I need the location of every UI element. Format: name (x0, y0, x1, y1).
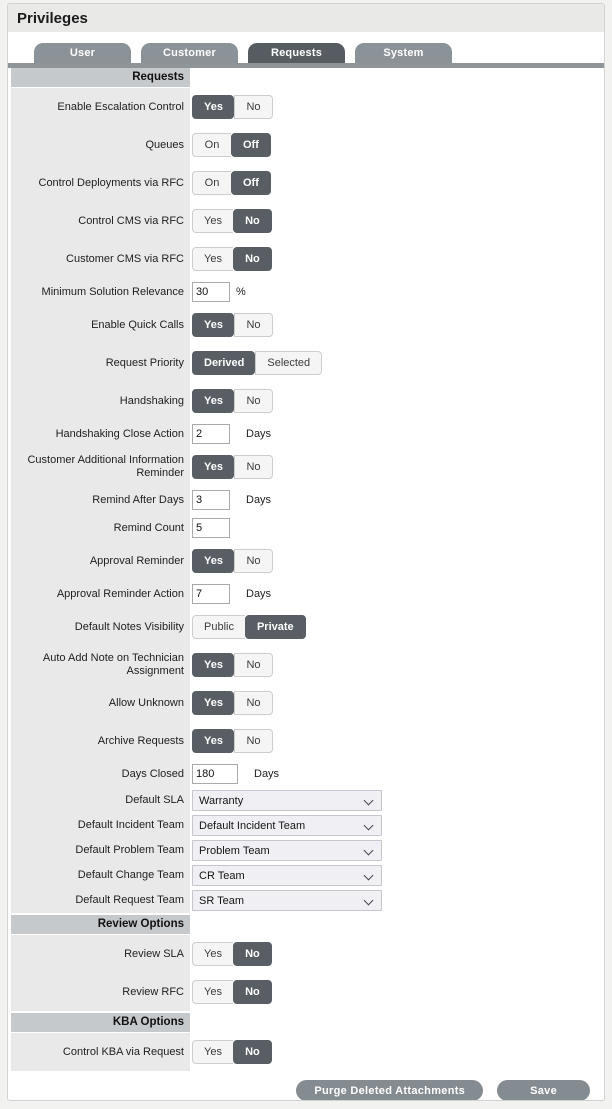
chevron-down-icon (364, 871, 374, 881)
toggle-option-derived[interactable]: Derived (192, 351, 255, 375)
field-label: Enable Quick Calls (11, 306, 190, 344)
field-row-allow-unknown (11, 684, 601, 722)
field-label: Archive Requests (11, 722, 190, 760)
field-label: Default Problem Team (11, 838, 190, 863)
input-minimum-solution-relevance[interactable] (192, 282, 230, 302)
select-value: SR Team (199, 894, 245, 907)
field-label: Auto Add Note on Technician Assignment (11, 646, 190, 684)
save-button[interactable]: Save (497, 1080, 590, 1101)
field-label: Control CMS via RFC (11, 202, 190, 240)
input-suffix: Days (246, 494, 272, 506)
toggle-option-no[interactable]: No (234, 691, 273, 715)
field-label: Request Priority (11, 344, 190, 382)
toggle-option-off[interactable]: Off (231, 171, 271, 195)
toggle-customer-cms-via-rfc (192, 247, 272, 271)
toggle-queues (192, 133, 271, 157)
toggle-option-no[interactable]: No (233, 1040, 272, 1064)
select-default-sla[interactable] (192, 790, 382, 811)
toggle-option-no[interactable]: No (233, 942, 272, 966)
select-default-change-team[interactable] (192, 865, 382, 886)
field-label: Remind After Days (11, 486, 190, 514)
toggle-option-yes[interactable]: Yes (192, 653, 234, 677)
toggle-option-yes[interactable]: Yes (192, 980, 233, 1004)
field-label: Default SLA (11, 788, 190, 813)
field-label: Handshaking (11, 382, 190, 420)
field-row-request-priority (11, 344, 601, 382)
field-label: Remind Count (11, 514, 190, 542)
section-spacer (190, 915, 601, 934)
field-row-review-sla (11, 935, 601, 973)
field-row-enable-quick-calls (11, 306, 601, 344)
field-row-queues (11, 126, 601, 164)
settings-form (8, 68, 604, 1101)
field-label: Control Deployments via RFC (11, 164, 190, 202)
toggle-option-public[interactable]: Public (192, 615, 245, 639)
field-row-approval-reminder (11, 542, 601, 580)
toggle-option-no[interactable]: No (233, 980, 272, 1004)
select-value: Default Incident Team (199, 819, 306, 832)
select-value: Warranty (199, 794, 244, 807)
privileges-panel (7, 3, 605, 1101)
field-label: Handshaking Close Action (11, 420, 190, 448)
toggle-option-no[interactable]: No (233, 247, 272, 271)
toggle-option-no[interactable]: No (234, 313, 273, 337)
field-label: Customer Additional Information Reminder (11, 448, 190, 486)
input-suffix: Days (246, 428, 272, 440)
field-row-control-deployments-via-rfc (11, 164, 601, 202)
field-label: Default Notes Visibility (11, 608, 190, 646)
toggle-review-sla (192, 942, 272, 966)
field-row-customer-additional-information-reminder (11, 448, 601, 486)
toggle-option-no[interactable]: No (234, 653, 273, 677)
toggle-control-deployments-via-rfc (192, 171, 271, 195)
toggle-option-yes[interactable]: Yes (192, 389, 234, 413)
page-title-bar (8, 4, 604, 32)
toggle-handshaking (192, 389, 273, 413)
toggle-option-no[interactable]: No (234, 549, 273, 573)
field-row-handshaking-close-action (11, 420, 601, 448)
input-approval-reminder-action[interactable] (192, 584, 230, 604)
toggle-option-yes[interactable]: Yes (192, 209, 233, 233)
field-row-auto-add-note-on-technician-assignment (11, 646, 601, 684)
input-suffix: Days (246, 588, 272, 600)
toggle-option-on[interactable]: On (192, 133, 231, 157)
toggle-option-no[interactable]: No (234, 455, 273, 479)
field-label: Control KBA via Request (11, 1033, 190, 1071)
field-row-default-incident-team (11, 813, 601, 838)
field-label: Customer CMS via RFC (11, 240, 190, 278)
section-spacer (190, 68, 601, 87)
field-row-review-rfc (11, 973, 601, 1011)
toggle-request-priority (192, 351, 322, 375)
select-value: Problem Team (199, 844, 270, 857)
field-label: Default Request Team (11, 888, 190, 913)
input-suffix: % (236, 286, 246, 298)
input-handshaking-close-action[interactable] (192, 424, 230, 444)
field-row-approval-reminder-action (11, 580, 601, 608)
select-value: CR Team (199, 869, 245, 882)
field-row-default-request-team (11, 888, 601, 913)
tab-requests[interactable]: Requests (248, 43, 345, 63)
page-title: Privileges (17, 9, 88, 27)
field-label: Minimum Solution Relevance (11, 278, 190, 306)
footer-actions (11, 1071, 601, 1101)
field-label: Queues (11, 126, 190, 164)
chevron-down-icon (364, 896, 374, 906)
field-row-enable-escalation-control (11, 88, 601, 126)
tab-customer[interactable]: Customer (141, 43, 238, 63)
toggle-option-yes[interactable]: Yes (192, 729, 234, 753)
section-header-requests: Requests (11, 68, 190, 87)
field-row-default-sla (11, 788, 601, 813)
chevron-down-icon (364, 846, 374, 856)
field-row-remind-after-days (11, 486, 601, 514)
toggle-option-off[interactable]: Off (231, 133, 271, 157)
section-row (11, 68, 601, 88)
toggle-allow-unknown (192, 691, 273, 715)
field-label: Approval Reminder (11, 542, 190, 580)
toggle-archive-requests (192, 729, 273, 753)
toggle-option-no[interactable]: No (234, 729, 273, 753)
toggle-option-yes[interactable]: Yes (192, 942, 233, 966)
field-label: Days Closed (11, 760, 190, 788)
field-label: Allow Unknown (11, 684, 190, 722)
tab-bar (34, 43, 604, 63)
field-row-days-closed (11, 760, 601, 788)
field-row-default-notes-visibility (11, 608, 601, 646)
toggle-option-on[interactable]: On (192, 171, 231, 195)
field-label: Default Change Team (11, 863, 190, 888)
section-header-review-options: Review Options (11, 915, 190, 934)
select-default-problem-team[interactable] (192, 840, 382, 861)
input-days-closed[interactable] (192, 764, 238, 784)
section-row (11, 913, 601, 935)
field-label: Approval Reminder Action (11, 580, 190, 608)
toggle-option-yes[interactable]: Yes (192, 455, 234, 479)
input-remind-after-days[interactable] (192, 490, 230, 510)
toggle-default-notes-visibility (192, 615, 306, 639)
toggle-control-kba-via-request (192, 1040, 272, 1064)
toggle-option-no[interactable]: No (233, 209, 272, 233)
select-default-request-team[interactable] (192, 890, 382, 911)
toggle-option-yes[interactable]: Yes (192, 549, 234, 573)
toggle-enable-quick-calls (192, 313, 273, 337)
field-label: Review RFC (11, 973, 190, 1011)
field-row-default-problem-team (11, 838, 601, 863)
toggle-option-no[interactable]: No (234, 95, 273, 119)
field-row-control-cms-via-rfc (11, 202, 601, 240)
field-row-remind-count (11, 514, 601, 542)
input-remind-count[interactable] (192, 518, 230, 538)
section-row (11, 1011, 601, 1033)
toggle-option-selected[interactable]: Selected (255, 351, 322, 375)
toggle-option-private[interactable]: Private (245, 615, 306, 639)
field-row-minimum-solution-relevance (11, 278, 601, 306)
toggle-control-cms-via-rfc (192, 209, 272, 233)
toggle-review-rfc (192, 980, 272, 1004)
toggle-option-yes[interactable]: Yes (192, 1040, 233, 1064)
toggle-approval-reminder (192, 549, 273, 573)
field-label: Enable Escalation Control (11, 88, 190, 126)
field-row-default-change-team (11, 863, 601, 888)
section-spacer (190, 1013, 601, 1032)
tab-user[interactable]: User (34, 43, 131, 63)
field-row-handshaking (11, 382, 601, 420)
field-label: Default Incident Team (11, 813, 190, 838)
chevron-down-icon (364, 821, 374, 831)
input-suffix: Days (254, 768, 280, 780)
purge-deleted-attachments-button[interactable]: Purge Deleted Attachments (296, 1080, 483, 1101)
toggle-option-yes[interactable]: Yes (192, 691, 234, 715)
field-row-archive-requests (11, 722, 601, 760)
toggle-option-no[interactable]: No (234, 389, 273, 413)
section-header-kba-options: KBA Options (11, 1013, 190, 1032)
toggle-auto-add-note-on-technician-assignment (192, 653, 273, 677)
toggle-customer-additional-information-reminder (192, 455, 273, 479)
field-row-control-kba-via-request (11, 1033, 601, 1071)
toggle-option-yes[interactable]: Yes (192, 313, 234, 337)
toggle-enable-escalation-control (192, 95, 273, 119)
field-row-customer-cms-via-rfc (11, 240, 601, 278)
select-default-incident-team[interactable] (192, 815, 382, 836)
toggle-option-yes[interactable]: Yes (192, 95, 234, 119)
toggle-option-yes[interactable]: Yes (192, 247, 233, 271)
field-label: Review SLA (11, 935, 190, 973)
tab-system[interactable]: System (355, 43, 452, 63)
chevron-down-icon (364, 796, 374, 806)
